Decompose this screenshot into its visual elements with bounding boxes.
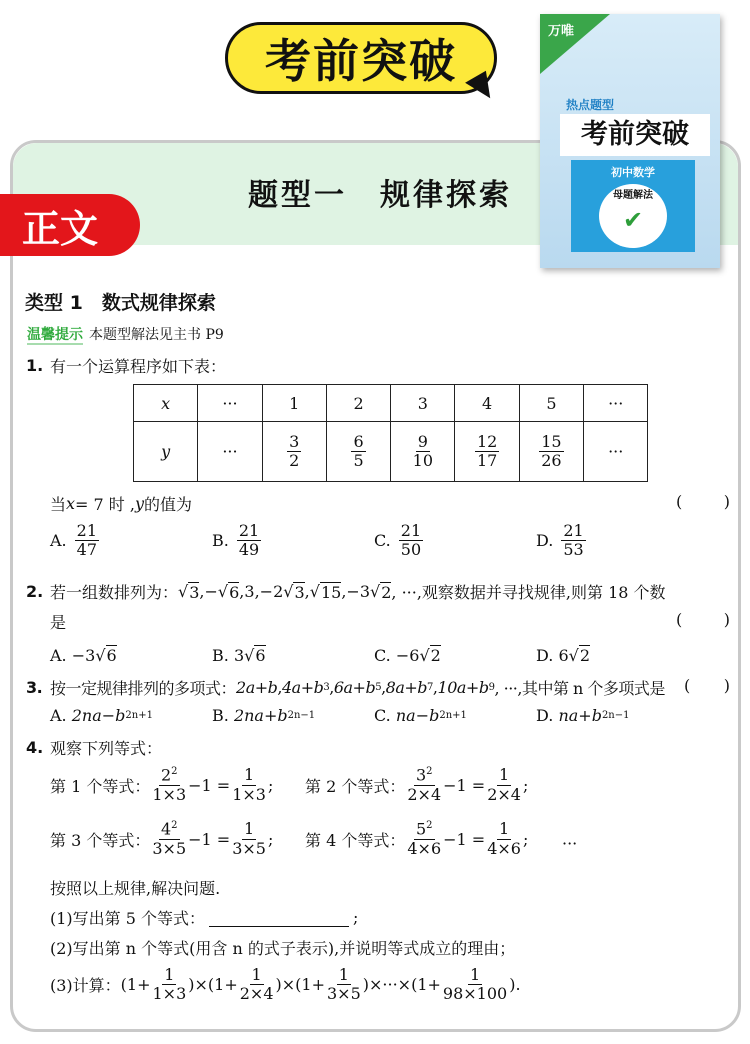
table-cell: 4 [455,385,519,422]
q4-part3: (3)计算： (1+ $\frac{1}{1\times 3}$ )× (1+ $\frac{1}{2\times 4}$ )× (1+ $\frac{1}{3\times 5}$ )×···× (1+ $\frac{1}{98\times 100}$ ). [50,965,521,1004]
answer-bracket[interactable]: ( ) [676,492,730,511]
q1-text: 有一个运算程序如下表： [50,357,227,376]
q3-option-d[interactable]: D. na+b 2n−1 [536,706,630,725]
page-title: 题型一 规律探索 [248,178,512,213]
table-cell: ··· [584,385,648,422]
q2-option-a[interactable]: A. −3 √ 6 [50,645,117,665]
q4-part2: (2)写出第 n 个等式(用含 n 的式子表示),并说明等式成立的理由； [50,939,516,958]
table-cell: $\frac{6}{5}$ [326,422,390,482]
header-bubble [225,22,497,94]
q1-option-c[interactable]: C. $\frac{21}{50}$ [374,521,422,560]
table-cell: 5 [519,385,583,422]
q4-equation-1: 第 1 个等式： $\frac{2^2}{1\times 3}$ −1 = $\frac{1}{1\times 3}$ ; [50,765,274,804]
table-cell: $\frac{15}{26}$ [519,422,583,482]
table-header-x [134,385,198,422]
table-cell: 2 [326,385,390,422]
q1-table [133,384,648,482]
tip [27,324,224,344]
table-header-y [134,422,198,482]
tip-label: 温馨提示 [27,327,83,343]
book-series: 热点题型 [566,98,615,112]
q1-option-b[interactable]: B. $\frac{21}{49}$ [212,521,260,560]
section-heading: 类型 1 数式规律探索 [25,292,216,314]
table-cell: $\frac{12}{17}$ [455,422,519,482]
q2-stem: 2. 若一组数排列为： √ 3 , − √ 6 , 3 , −2 √ 3 , √ 15 , −3 √ 2 , ···,观察数据并寻找规律,则第 18 个数 [26,582,666,602]
q4-rule: 按照以上规律,解决问题. [50,879,221,898]
q3-option-b[interactable]: B. 2na+b 2n−1 [212,706,316,725]
q1-number: 1. [26,356,44,375]
q4-stem: 4. 观察下列等式： [26,738,163,758]
answer-bracket[interactable]: ( ) [676,610,730,629]
table-row-x [134,385,648,422]
table-cell: ··· [198,385,262,422]
x-label: x [161,393,171,413]
q4-equation-3: 第 3 个等式： $\frac{4^2}{3\times 5}$ −1 = $\frac{1}{3\times 5}$ ; [50,819,274,858]
book-subject: 初中数学 [611,166,655,179]
q3-stem: 3. 按一定规律排列的多项式： 2a+b , 4a+b 3 , 6a+b 5 , 8a+b 7 , 10a+b 9 , ···,其中第 n 个多项式是 [26,678,665,698]
book-cover-image [540,14,720,268]
q2-option-d[interactable]: D. 6 √ 2 [536,645,591,665]
check-icon: ✔ [622,206,644,234]
badge-text: 母题解法 [613,190,653,201]
q4-equation-4: 第 4 个等式： $\frac{5^2}{4\times 6}$ −1 = $\frac{1}{4\times 6}$ ; [305,819,529,858]
q1-subquestion: 当 x = 7 时 , y 的值为 [50,494,193,514]
q3-option-c[interactable]: C. na−b 2n+1 [374,706,467,725]
table-cell: $\frac{3}{2}$ [262,422,326,482]
q2-option-b[interactable]: B. 3 √ 6 [212,645,266,665]
answer-blank[interactable] [209,909,349,927]
table-cell: 3 [391,385,455,422]
q1-option-d[interactable]: D. $\frac{21}{53}$ [536,521,584,560]
q3-option-a[interactable]: A. 2na−b 2n+1 [50,706,153,725]
table-row-y [134,422,648,482]
bubble-text: 考前突破 [265,34,457,88]
tip-text: 本题型解法见主书 P9 [89,327,224,343]
q1-stem [26,354,226,377]
table-cell: ··· [198,422,262,482]
book-brand: 万唯 [548,24,575,39]
book-title: 考前突破 [560,114,710,156]
q2-stem-line2: 是 [50,613,67,632]
q4-part1: (1)写出第 5 个等式： ; [50,908,359,928]
q2-option-c[interactable]: C. −6 √ 2 [374,645,441,665]
table-cell: ··· [584,422,648,482]
q1-option-a[interactable]: A. $\frac{21}{47}$ [50,521,97,560]
q4-ellipsis: ··· [562,834,578,853]
table-cell: 1 [262,385,326,422]
y-label: y [161,442,171,461]
q4-equation-2: 第 2 个等式： $\frac{3^2}{2\times 4}$ −1 = $\frac{1}{2\times 4}$ ; [305,765,529,804]
book-badge [599,184,667,248]
section-tag: 正文 [0,194,140,256]
book-panel [571,160,695,252]
answer-bracket[interactable]: ( ) [684,676,730,695]
table-cell: $\frac{9}{10}$ [391,422,455,482]
